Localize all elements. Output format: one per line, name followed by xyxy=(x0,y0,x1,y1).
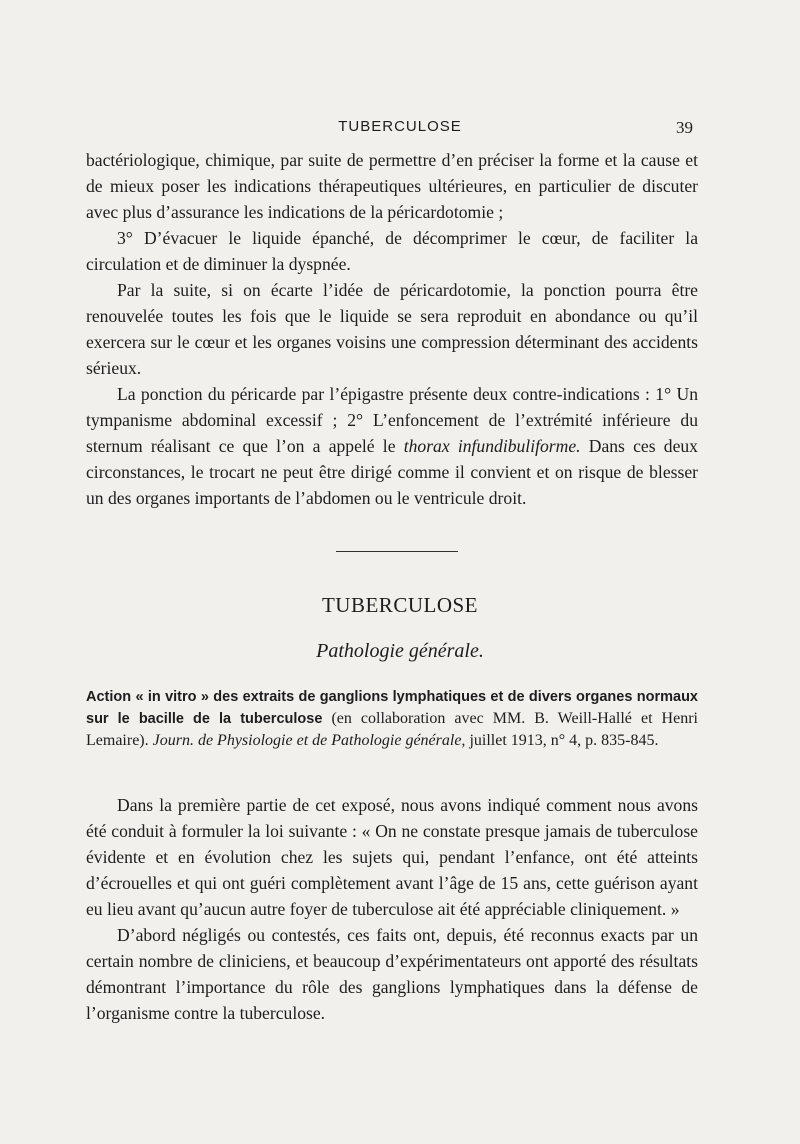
section-title: TUBERCULOSE xyxy=(321,593,478,617)
paragraph xyxy=(86,381,698,511)
citation-details: juillet 1913, n° 4, p. 835-845. xyxy=(465,732,659,749)
section-subtitle: Pathologie générale. xyxy=(316,640,484,662)
top-text-block xyxy=(86,147,698,511)
paragraph: D’abord négligés ou contestés, ces faits ont, depuis, été reconnus exacts par un certain nombre de cliniciens, et beaucoup d’expérimentateurs ont apporté des résultats démontrant l’importance du rôle des ganglions lymphatiques dans la défense de l’organisme contre la tuberculose. xyxy=(86,925,698,1023)
paragraph-text: Dans ces deux circonstances, le trocart ne peut être dirigé comme il convient et on risque de blesser un des organes importants de l’abdomen ou le ventricule droit. xyxy=(86,436,698,508)
citation-journal: Journ. de Physiologie et de Pathologie générale, xyxy=(152,732,466,749)
italic-term: thorax infundibuliforme. xyxy=(403,436,581,456)
citation-title: Action « in vitro » des extraits de ganglions lymphatiques et de divers organes normaux sur le bacille de la tuberculose xyxy=(86,689,698,727)
paragraph: bactériologique, chimique, par suite de permettre d’en préciser la forme et la cause et de mieux poser les indications thérapeutiques ultérieures, en particulier de discuter avec plus d’assurance les indications de la péricardotomie ; xyxy=(86,150,698,222)
page-number: 39 xyxy=(676,118,693,137)
section-divider xyxy=(336,551,458,552)
paragraph: 3° D’évacuer le liquide épanché, de décomprimer le cœur, de faciliter la circulation et de diminuer la dyspnée. xyxy=(86,228,698,274)
paragraph-text: La ponction du péricarde par l’épigastre présente deux contre-indications : 1° Un tympanisme abdominal excessif ; 2° L’enfoncement de l’extrémité inférieure du sternum réalisant ce que l’on a appelé le xyxy=(86,384,698,456)
bottom-text-block xyxy=(86,792,698,1026)
paragraph: Dans la première partie de cet exposé, nous avons indiqué comment nous avons été conduit à formuler la loi suivante : « On ne constate presque jamais de tuberculose évidente et en évolution chez les sujets qui, pendant l’enfance, ont été atteints d’écrouelles et qui ont guéri complètement avant l’âge de 15 ans, cette guérison ayant eu lieu avant qu’aucun autre foyer de tuberculose ait été appréciable cliniquement. » xyxy=(86,795,698,919)
bibliographic-citation xyxy=(86,686,698,751)
citation-collaborators: (en collaboration avec MM. B. Weill-Hallé et Henri Lemaire). xyxy=(86,710,698,749)
paragraph: Par la suite, si on écarte l’idée de péricardotomie, la ponction pourra être renouvelée toutes les fois que le liquide se sera reproduit en abondance ou qu’il exercera sur le cœur et les organes voisins une compression déterminant des accidents sérieux. xyxy=(86,280,698,378)
running-head: TUBERCULOSE xyxy=(338,118,462,135)
